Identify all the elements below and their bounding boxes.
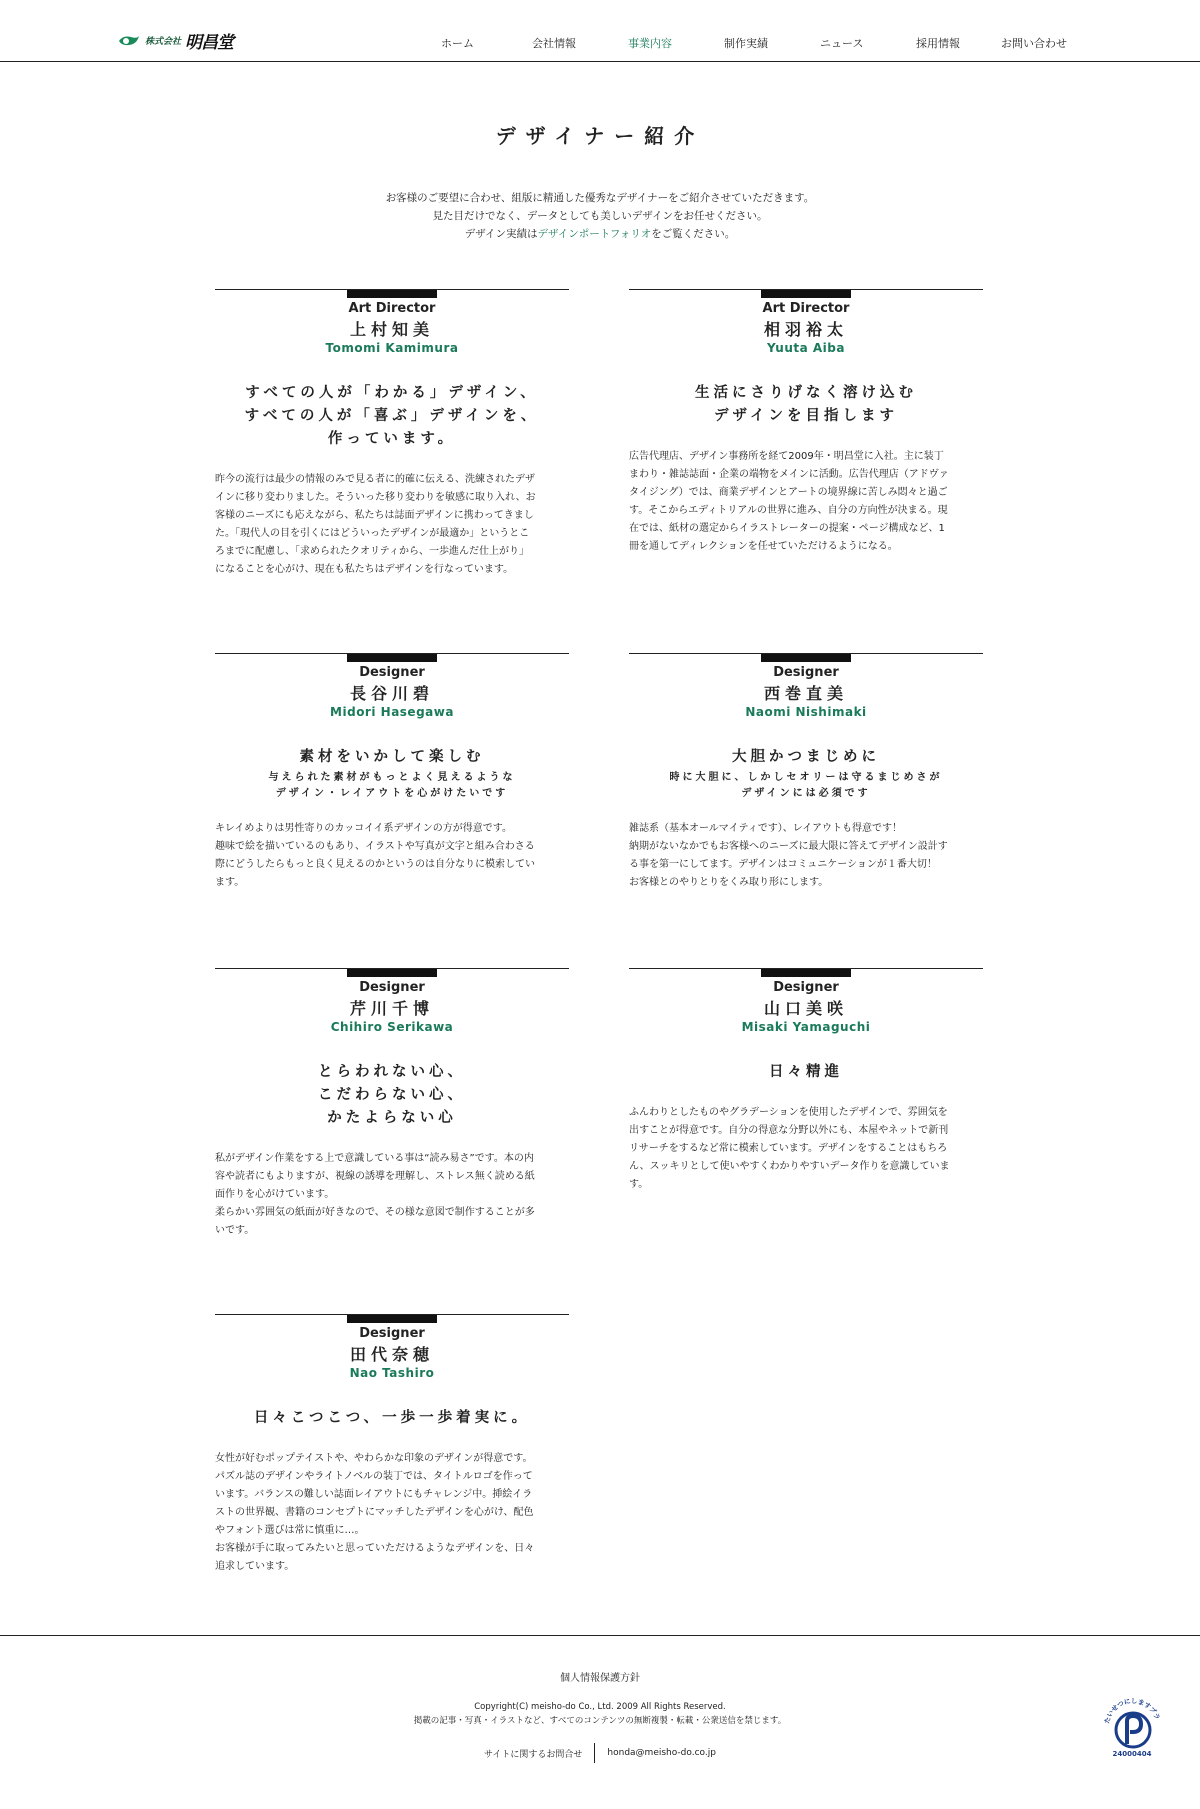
designer-role: Designer <box>773 665 839 680</box>
designer-catchphrase: すべての人が「わかる」デザイン、 すべての人が「喜ぶ」デザインを、 作っています。 <box>244 385 540 447</box>
designer-name: 西巻直美 <box>763 684 848 703</box>
designer-role: Art Director <box>348 301 436 316</box>
card-tab <box>347 654 437 662</box>
designer-profile: 広告代理店、デザイン事務所を経て2009年・明昌堂に入社。主に装丁 まわり・雑誌誌面・企業の端物をメインに活動。広告代理店（アドヴァ タイジング）では、商業デザインとアートの境界線に苦しみ悶々と過ご す。そこからエディトリアルの世界に進み、自分の方向性が決まる。現 在では、紙材の選定からイラストレーターの提案・ページ構成など、1 冊を通してディレクションを任せていただけるようになる。 <box>629 451 949 552</box>
designer-roman-name: Naomi Nishimaki <box>745 705 867 719</box>
footer-divider <box>0 1635 1200 1636</box>
intro-text <box>0 189 1200 243</box>
designer-card <box>215 289 569 579</box>
privacy-policy-link[interactable]: 個人情報保護方針 <box>560 1673 640 1684</box>
nav-item-company[interactable]: 会社情報 <box>532 37 576 50</box>
site-contact-link[interactable]: サイトに関するお問合せ <box>484 1749 583 1760</box>
designer-name: 田代奈穂 <box>349 1345 434 1364</box>
designer-profile: 昨今の流行は最少の情報のみで見る者に的確に伝える、洗練されたデザ インに移り変わりました。そういった移り変わりを敏感に取り入れ、お 客様のニーズにも応えながら、私たちは誌面デザインに携わってきまし た。「現代人の目を引くにはどういったデザインが最適か」というとこ ろまでに配慮し、「求められたクオリティから、一歩進んだ仕上がり」 になることを心がけ、現在も私たちはデザインを行なっています。 <box>215 474 536 575</box>
designer-roman-name: Nao Tashiro <box>349 1366 435 1380</box>
designer-card <box>629 653 983 892</box>
designer-profile: キレイめよりは男性寄りのカッコイイ系デザインの方が得意です。 趣味で絵を描いているのもあり、イラストや写真が文字と組み合わさる 際にどうしたらもっと良く見えるのかというのは自分なりに模索してい ます。 <box>215 823 535 888</box>
designer-card <box>629 968 983 1194</box>
designer-catchphrase: とらわれない心、 こだわらない心、 かたよらない心 <box>318 1064 466 1126</box>
nav-item-home[interactable]: ホーム <box>441 37 474 50</box>
designer-role: Designer <box>359 665 425 680</box>
page-title: デザイナー紹介 <box>495 124 705 148</box>
privacy-mark-icon[interactable] <box>1097 1688 1167 1758</box>
designer-role: Designer <box>359 1326 425 1341</box>
designer-profile: 私がデザイン作業をする上で意識している事は“読み易さ”です。本の内 容や読者にもよりますが、視線の誘導を理解し、ストレス無く読める紙 面作りを心がけています。 柔らかい雰囲気の紙面が好きなので、その様な意図で制作することが多 いです。 <box>215 1153 535 1236</box>
designer-roman-name: Yuuta Aiba <box>766 341 845 355</box>
privacy-mark-number: 24000404 <box>1112 1750 1152 1758</box>
designer-catchphrase: 日々こつこつ、一歩一歩着実に。 <box>253 1410 531 1426</box>
card-tab <box>761 969 851 977</box>
designer-subcatch: 時に大胆に、しかしセオリーは守るまじめさが デザインには必須です <box>669 772 943 799</box>
logo-name: 明昌堂 <box>185 33 234 53</box>
card-tab <box>347 969 437 977</box>
footer-separator <box>594 1743 595 1763</box>
footer-copyright-block <box>0 1700 1200 1728</box>
designer-name: 芹川千博 <box>349 999 434 1018</box>
designer-profile: ふんわりとしたものやグラデーションを使用したデザインで、雰囲気を 出すことが得意です。自分の得意な分野以外にも、本屋やネットで新刊 リサーチをするなど常に模索しています。デザインをすることはもちろ ん、スッキリとして使いやすくわかりやすいデータ作りを意識していま す。 <box>629 1107 950 1190</box>
logo-prefix: 株式会社 <box>145 37 182 47</box>
designer-name: 上村知美 <box>349 320 434 339</box>
nav-item-business[interactable]: 事業内容 <box>628 37 672 50</box>
nav-item-contact[interactable]: お問い合わせ <box>1001 37 1067 50</box>
designer-card <box>215 1314 569 1576</box>
portfolio-link[interactable]: デザインポートフォリオ <box>537 228 652 240</box>
nav-item-recruit[interactable]: 採用情報 <box>916 37 960 50</box>
copyright-notice: 掲載の記事・写真・イラストなど、すべてのコンテンツの無断複製・転載・公衆送信を禁じます。 <box>413 1716 787 1726</box>
designer-roman-name: Tomomi Kamimura <box>325 341 459 355</box>
designer-subcatch: 与えられた素材がもっとよく見えるような デザイン・レイアウトを心がけたいです <box>268 772 516 799</box>
designer-name: 長谷川碧 <box>349 684 434 703</box>
card-tab <box>347 1315 437 1323</box>
card-tab <box>347 290 437 298</box>
designer-catchphrase: 素材をいかして楽しむ <box>299 749 485 765</box>
designer-catchphrase: 日々精進 <box>769 1064 843 1080</box>
designer-card <box>215 968 569 1240</box>
designer-name: 相羽裕太 <box>763 320 848 339</box>
designer-catchphrase: 生活にさりげなく溶け込む デザインを目指します <box>695 385 917 424</box>
card-tab <box>761 654 851 662</box>
nav-item-news[interactable]: ニュース <box>820 37 864 50</box>
designer-card <box>215 653 569 892</box>
designer-card <box>629 289 983 556</box>
designer-profile: 雑誌系（基本オールマイティです）、レイアウトも得意です！ 納期がないなかでもお客様へのニーズに最大限に答えてデザイン設計す る事を第一にしてます。デザインはコミュニケーションが１番大切！ お客様とのやりとりをくみ取り形にします。 <box>629 823 948 888</box>
designer-role: Art Director <box>762 301 850 316</box>
intro-line-3 <box>0 225 1200 243</box>
copyright-text: Copyright(C) meisho-do Co., Ltd. 2009 All Rights Reserved. <box>474 1702 726 1712</box>
designer-name: 山口美咲 <box>763 999 848 1018</box>
designer-role: Designer <box>359 980 425 995</box>
intro-line-2: 見た目だけでなく、データとしても美しいデザインをお任せください。 <box>432 210 768 222</box>
site-header <box>0 0 1200 62</box>
intro-line-3-post: をご覧ください。 <box>651 228 736 240</box>
designer-roman-name: Misaki Yamaguchi <box>741 1020 871 1034</box>
main-nav <box>0 35 1200 51</box>
footer-contact <box>0 1743 1200 1763</box>
designer-roman-name: Chihiro Serikawa <box>330 1020 454 1034</box>
designer-roman-name: Midori Hasegawa <box>330 705 454 719</box>
intro-line-1: お客様のご要望に合わせ、組版に精通した優秀なデザイナーをご紹介させていただきます。 <box>385 192 815 204</box>
card-tab <box>761 290 851 298</box>
nav-item-works[interactable]: 制作実績 <box>724 37 768 50</box>
privacy-mark-text: たいせつにしますプラ <box>1102 1696 1162 1725</box>
designer-profile: 女性が好むポップテイストや、やわらかな印象のデザインが得意です。 パズル誌のデザインやライトノベルの装丁では、タイトルロゴを作って います。バランスの難しい誌面レイアウトにもチャレンジ中。挿絵イラ ストの世界観、書籍のコンセプトにマッチしたデザインを心がけ、配色 やフォント選びは常に慎重に…。 お客様が手に取ってみたいと思っていただけるようなデザインを、日々 追求しています。 <box>215 1453 535 1572</box>
designer-role: Designer <box>773 980 839 995</box>
contact-email-link[interactable]: honda@meisho-do.co.jp <box>607 1748 716 1758</box>
intro-line-3-pre: デザイン実績は <box>464 228 538 240</box>
designer-catchphrase: 大胆かつまじめに <box>732 749 880 765</box>
